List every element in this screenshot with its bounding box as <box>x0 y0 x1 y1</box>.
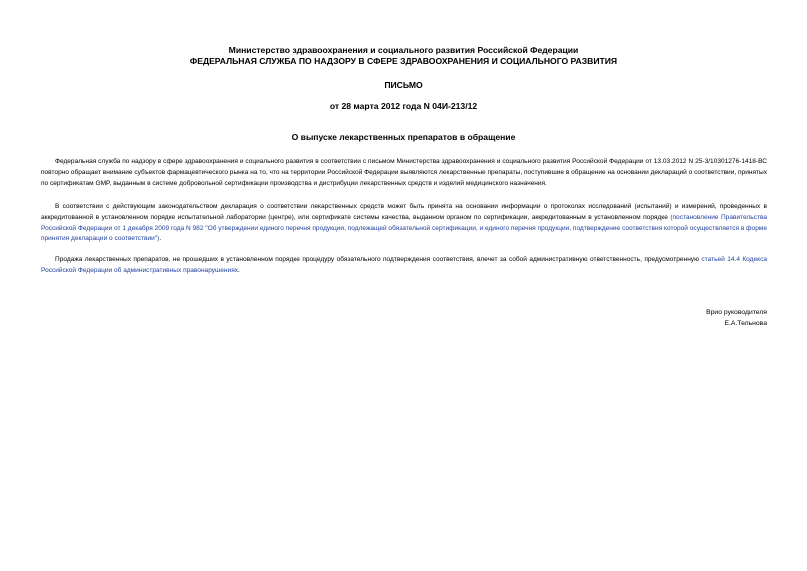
signature-block <box>706 307 767 329</box>
service-name: ФЕДЕРАЛЬНАЯ СЛУЖБА ПО НАДЗОРУ В СФЕРЕ ЗДРАВООХРАНЕНИЯ И СОЦИАЛЬНОГО РАЗВИТИЯ <box>189 56 618 66</box>
paragraph-1: Федеральная служба по надзору в сфере здравоохранения и социального развития в соответствии с письмом Министерства здравоохранения и социального развития Российской Федерации от 13.03.2012 N 25-3/10301276-1418-ВС повторно обращает внимание субъектов фармацевтического рынка на то, что на территории Российской Федерации выявляются лекарственные препараты, поступившие в обращение на основании деклараций о соответствии, принятых по сертификатам GMP, выданным в системе добровольной сертификации производства и дистрибуции лекарственных средств и изделий медицинского назначения. <box>41 158 767 187</box>
document-type: ПИСЬМО <box>384 80 423 90</box>
administrative-code-link[interactable]: статьей 14.4 Кодекса Российской Федерации об административных правонарушениях <box>41 256 767 274</box>
document-subject: О выпуске лекарственных препаратов в обращение <box>291 132 516 142</box>
paragraph-3-text: Продажа лекарственных препаратов, не прошедших в установленном порядке процедуру обязательного подтверждения соответствия, влечет за собой административную ответственность, предусмотренную <box>55 256 702 263</box>
paragraph-3-end: . <box>238 266 240 274</box>
paragraph-3 <box>41 255 767 277</box>
government-decree-link[interactable]: (постановление Правительства Российской Федерации от 1 декабря 2009 года N 982 "Об утверждении единого перечня продукции, подлежащей обязательной сертификации, и единого перечня продукции, подтверждение соответствия которой осуществляется в форме принятия декларации о соответствии") <box>41 213 767 243</box>
signatory-title: Врио руководителя <box>706 309 767 316</box>
document-header <box>0 45 807 67</box>
signatory-name: Е.А.Тельнова <box>724 320 767 327</box>
document-date-number: от 28 марта 2012 года N 04И-213/12 <box>329 101 478 111</box>
ministry-name: Министерство здравоохранения и социального развития Российской Федерации <box>228 45 579 55</box>
paragraph-2-end: . <box>159 235 162 243</box>
paragraph-2 <box>41 202 767 245</box>
paragraph-2-text: В соответствии с действующим законодательством декларация о соответствии лекарственных средств может быть принята на основании информации о протоколах исследований (испытаний) и измерений, проведенных в аккредитованной в установленном порядке испытательной лаборатории (центре), или сертификате системы качества, выданном органом по сертификации, аккредитованным в установленном порядке <box>41 203 767 221</box>
